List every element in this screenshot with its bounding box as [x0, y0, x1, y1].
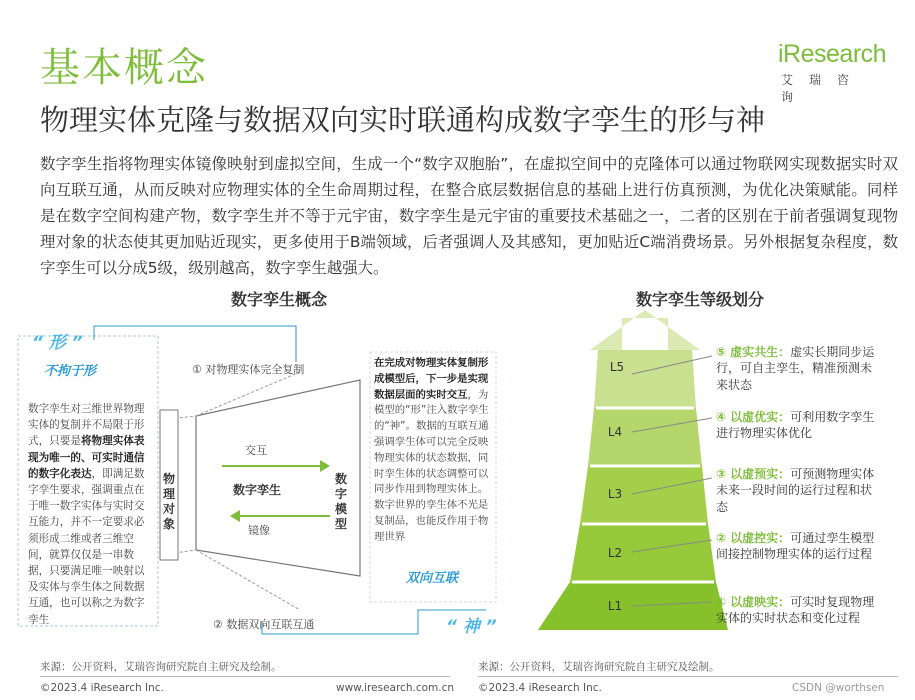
level-label-l1: L1 [607, 599, 623, 613]
left-desc-part-1: 数字孪生对三维世界物理实体的复制并不局限于形式，只要是 [28, 403, 145, 448]
logo-sub-text: 艾瑞咨询 [781, 73, 866, 104]
level-desc-l2 [716, 530, 876, 563]
copyright-left: ©2023.4 iResearch Inc. [40, 682, 164, 694]
level-title-l4: 以虚优实： [730, 410, 791, 424]
top-connector [94, 326, 296, 362]
level-text-l3: 可预测物理实体未来一段时间的运行过程和状态 [716, 467, 875, 514]
right-description [374, 356, 492, 546]
mirror-arrow [230, 510, 240, 522]
sync-tag: 双向互联 [406, 571, 459, 586]
url-left[interactable]: www.iresearch.com.cn [336, 682, 455, 694]
footer-divider-right [478, 676, 898, 677]
level-text-l5: 虚实长期同步运行，可自主孪生，精准预测未来状态 [716, 345, 875, 392]
digital-twin-center: 数字孪生 [233, 483, 282, 497]
pyramid-l5 [594, 350, 696, 408]
level-desc-l4 [716, 409, 876, 442]
level-num-l5: ⑤ [716, 345, 727, 359]
level-num-l2: ② [716, 531, 727, 545]
pyramid-l2 [570, 524, 716, 582]
level-title-l5: 虚实共生： [730, 345, 791, 359]
sync-step-label: ② 数据双向互联互通 [213, 618, 315, 631]
copy-step-label: ① 对物理实体完全复制 [192, 363, 305, 376]
level-num-l3: ③ [716, 467, 727, 481]
interact-label: 交互 [245, 444, 267, 457]
level-title-l1: 以虚映实： [730, 595, 791, 609]
level-text-l1: 可实时复现物理实体的实时状态和变化过程 [716, 595, 875, 626]
level-text-l2: 可通过孪生模型间接控制物理实体的运行过程 [716, 531, 875, 562]
level-label-l3: L3 [607, 487, 623, 501]
page-title: 基本概念 [40, 45, 208, 91]
footer-divider-left [40, 676, 450, 677]
pyramid-tip [590, 310, 700, 350]
left-description [28, 401, 154, 628]
left-panel-title: 数字孪生概念 [231, 290, 328, 309]
physical-object-label: 物理对象 [162, 472, 175, 531]
watermark: CSDN @worthsen [792, 682, 885, 694]
level-desc-l3 [716, 466, 876, 515]
level-text-l4: 可利用数字孪生进行物理实体优化 [716, 410, 875, 441]
intro-paragraph: 数字孪生指将物理实体镜像映射到虚拟空间，生成一个“数字双胞胎”，在虚拟空间中的克隆体可以通过物联网实现数据实时双向互联互通，从而反映对应物理实体的全生命周期过程，在整合底层数据信息的基础上进行仿真预测，为优化决策赋能。同样是在数字空间构建产物，数字孪生并不等于元宇宙，数字孪生是元宇宙的重要技术基础之一，二者的区别在于前者强调复现物理对象的状态使其更加贴近现实，更多使用于B端领域，后者强调人及其感知，更加贴近C端消费场景。另外根据复杂程度，数字孪生可以分成5级，级别越高，数字孪生越强大。 [40, 155, 898, 277]
level-desc-l5 [716, 344, 876, 393]
digital-model-label: 数字模型 [334, 472, 347, 531]
right-desc-part-2: ，为模型的“形”注入数字孪生的“神”。数据的互联互通强调孪生体可以完全反映物理实体的状态数据，同时孪生体的状态调整可以同步作用到物理实体上。数字世界的孪生体不光是复制品，也能反作用于物理世界 [374, 388, 489, 543]
left-desc-part-2: 将物理实体表现为唯一的、可实时通信的数字化表达 [28, 435, 145, 480]
page-subtitle: 物理实体克隆与数据双向实时联通构成数字孪生的形与神 [40, 103, 766, 137]
source-right: 来源：公开资料，艾瑞咨询研究院自主研究及绘制。 [478, 661, 720, 673]
right-desc-part-1: 在完成对物理实体复制形成模型后，下一步是实现数据层面的实时交互 [374, 357, 489, 401]
spirit-quote: “ 神 ” [446, 617, 497, 637]
mirror-label: 镜像 [248, 524, 270, 537]
level-label-l4: L4 [607, 425, 623, 439]
form-quote: “ 形 ” [32, 333, 83, 353]
level-title-l3: 以虚预实： [730, 467, 791, 481]
iresearch-logo [778, 40, 888, 105]
left-desc-part-3: ，即满足数字孪生要求，强调重点在于唯一数字实体与实时交互能力，并不一定要求必须形成二维或者三维空间，就算仅仅是一串数据，只要满足唯一映射以及实体与孪生体之间数据互通，也可以称之为数字孪生 [28, 467, 145, 626]
level-num-l1: ① [716, 595, 727, 609]
form-tag: 不拘于形 [44, 364, 97, 379]
logo-main-text: iResearch [778, 40, 887, 68]
level-pyramid [538, 310, 728, 630]
right-panel-title: 数字孪生等级划分 [636, 290, 765, 309]
copyright-right: ©2023.4 iResearch Inc. [478, 682, 602, 694]
source-left: 来源：公开资料，艾瑞咨询研究院自主研究及绘制。 [40, 661, 282, 673]
level-title-l2: 以虚控实： [730, 531, 791, 545]
interact-arrow [320, 460, 330, 472]
level-desc-l1 [716, 594, 876, 627]
level-label-l2: L2 [607, 546, 623, 560]
level-label-l5: L5 [609, 360, 625, 374]
level-num-l4: ④ [716, 410, 727, 424]
